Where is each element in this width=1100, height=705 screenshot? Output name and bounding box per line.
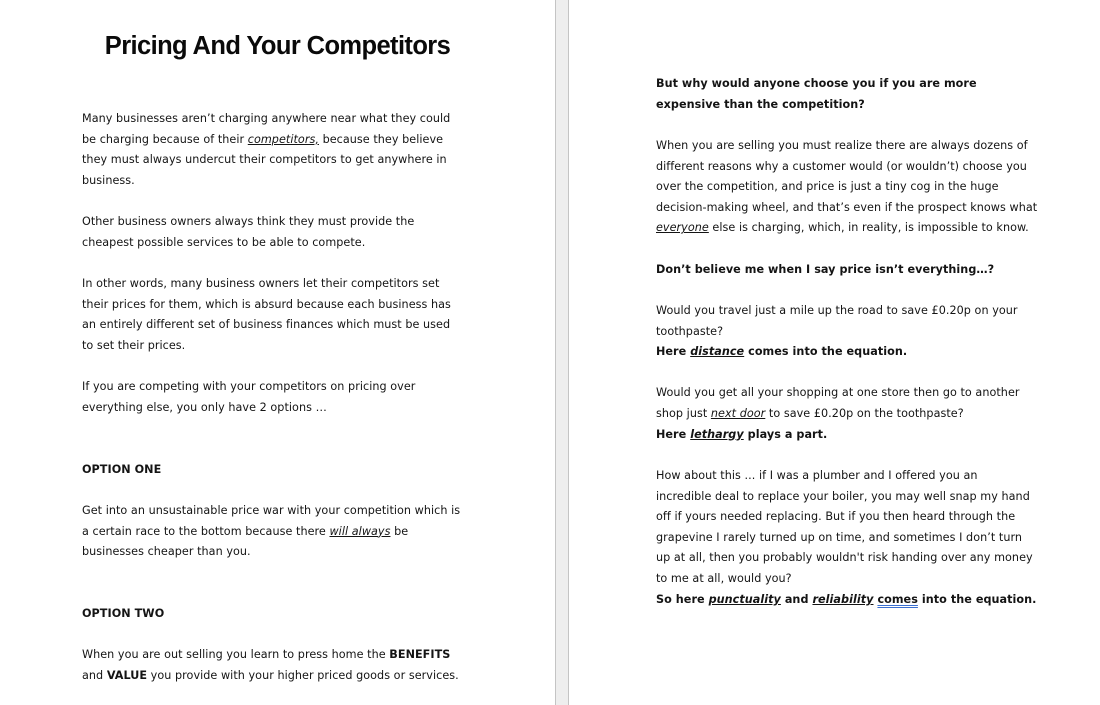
- text-line: incredible deal to replace your boiler, you may well snap my hand: [656, 489, 1030, 503]
- paragraph-two-options: [82, 377, 460, 418]
- text-line: Would you get all your shopping at one store then go to another: [656, 386, 1020, 400]
- paragraph-intro: [82, 109, 460, 192]
- text-line: [656, 590, 1037, 611]
- text-line: different reasons why a customer would (or wouldn’t) choose you: [656, 159, 1027, 173]
- text-run: Here: [656, 345, 691, 359]
- emphasis-competitors: competitors,: [247, 132, 319, 146]
- paragraph-plumber: [656, 466, 1037, 610]
- text-line: businesses cheaper than you.: [82, 545, 251, 559]
- text-line: toothpaste?: [656, 324, 724, 338]
- right-page-body: [656, 74, 1037, 610]
- text-line: [82, 645, 460, 666]
- paragraph-dozens-of-reasons: [656, 136, 1037, 239]
- text-run: So here: [656, 592, 709, 606]
- emphasis-next-door: next door: [710, 407, 766, 420]
- text-line: up at all, then you probably wouldn't risk handing over any money: [656, 551, 1033, 565]
- left-page-body: [82, 109, 460, 687]
- text-run: else is charging, which, in reality, is impossible to know.: [708, 221, 1029, 235]
- text-line: How about this ... if I was a plumber and I offered you an: [656, 468, 978, 482]
- text-run: a certain race to the bottom because there: [82, 524, 330, 538]
- emphasis-punctuality: punctuality: [708, 592, 781, 606]
- emphasis-everyone: everyone: [656, 221, 709, 235]
- text-run: shop just: [656, 407, 711, 420]
- option-one-heading: OPTION ONE: [82, 462, 162, 476]
- text-line: [656, 218, 1037, 239]
- text-line: [656, 342, 1037, 363]
- text-line: If you are competing with your competitors on pricing over: [82, 380, 416, 394]
- text-run: because they believe: [318, 132, 444, 146]
- text-line: [82, 522, 460, 543]
- emphasis-benefits: BENEFITS: [389, 648, 451, 662]
- text-line: their prices for them, which is absurd because each business has: [82, 297, 451, 311]
- text-run: into the equation.: [917, 592, 1037, 606]
- paragraph-cheapest: [82, 212, 460, 253]
- option-two-heading: OPTION TWO: [82, 607, 165, 620]
- text-line: everything else, you only have 2 options …: [82, 400, 327, 414]
- text-line: When you are selling you must realize there are always dozens of: [656, 138, 1028, 152]
- paragraph-lethargy: [656, 383, 1037, 445]
- text-run: comes into the equation.: [744, 345, 908, 359]
- text-line: Many businesses aren’t charging anywhere near what they could: [82, 112, 451, 125]
- text-line: grapevine I rarely turned up on time, and sometimes I don’t turn: [656, 530, 1023, 544]
- text-line: [656, 425, 1037, 446]
- text-run: and: [780, 592, 813, 606]
- text-line: [82, 666, 460, 687]
- text-run: When you are out selling you learn to press home the: [82, 648, 390, 662]
- text-run: plays a part.: [743, 427, 828, 441]
- question-price-isnt-everything: [656, 260, 1037, 281]
- text-line: [656, 404, 1037, 425]
- text-line: business.: [82, 173, 135, 187]
- paragraph-distance: [656, 301, 1037, 363]
- text-line: cheapest possible services to be able to compete.: [82, 235, 366, 249]
- text-run: you provide with your higher priced goods or services.: [147, 668, 459, 682]
- text-line: they must always undercut their competitors to get anywhere in: [82, 153, 447, 167]
- text-line: Don’t believe me when I say price isn’t everything…?: [656, 262, 995, 276]
- grammar-flagged-word[interactable]: comes: [877, 592, 918, 606]
- text-run: be charging because of their: [82, 132, 248, 146]
- page-title: Pricing And Your Competitors: [104, 32, 451, 60]
- text-line: [82, 130, 460, 151]
- text-run: be: [390, 524, 409, 538]
- text-line: to me at all, would you?: [656, 572, 792, 585]
- text-run: Here: [656, 427, 691, 441]
- text-line: Other business owners always think they must provide the: [82, 215, 415, 229]
- question-why-choose-you: [656, 74, 1037, 115]
- page-gutter-divider: [555, 0, 569, 705]
- section-option-two: [82, 604, 460, 687]
- emphasis-will-always: will always: [329, 524, 391, 538]
- emphasis-lethargy: lethargy: [690, 427, 744, 441]
- text-line: But why would anyone choose you if you are more: [656, 77, 977, 90]
- text-line: In other words, many business owners let their competitors set: [82, 277, 440, 290]
- text-run: and: [82, 668, 107, 682]
- text-line: an entirely different set of business finances which must be used: [82, 318, 451, 332]
- section-option-one: [82, 460, 460, 563]
- emphasis-reliability: reliability: [812, 592, 874, 606]
- text-line: decision-making wheel, and that’s even if the prospect knows what: [656, 200, 1038, 214]
- text-line: over the competition, and price is just a tiny cog in the huge: [656, 180, 999, 194]
- text-run: to save £0.20p on the toothpaste?: [765, 407, 964, 420]
- emphasis-value: VALUE: [106, 668, 148, 682]
- text-line: to set their prices.: [82, 338, 186, 352]
- text-line: Would you travel just a mile up the road to save £0.20p on your: [656, 303, 1018, 317]
- text-line: expensive than the competition?: [656, 97, 865, 111]
- text-line: Get into an unsustainable price war with your competition which is: [82, 503, 461, 517]
- text-line: off if yours needed replacing. But if you then heard through the: [656, 510, 1016, 524]
- emphasis-distance: distance: [690, 345, 745, 359]
- paragraph-other-words: [82, 274, 460, 357]
- document-page-right[interactable]: [569, 0, 1100, 705]
